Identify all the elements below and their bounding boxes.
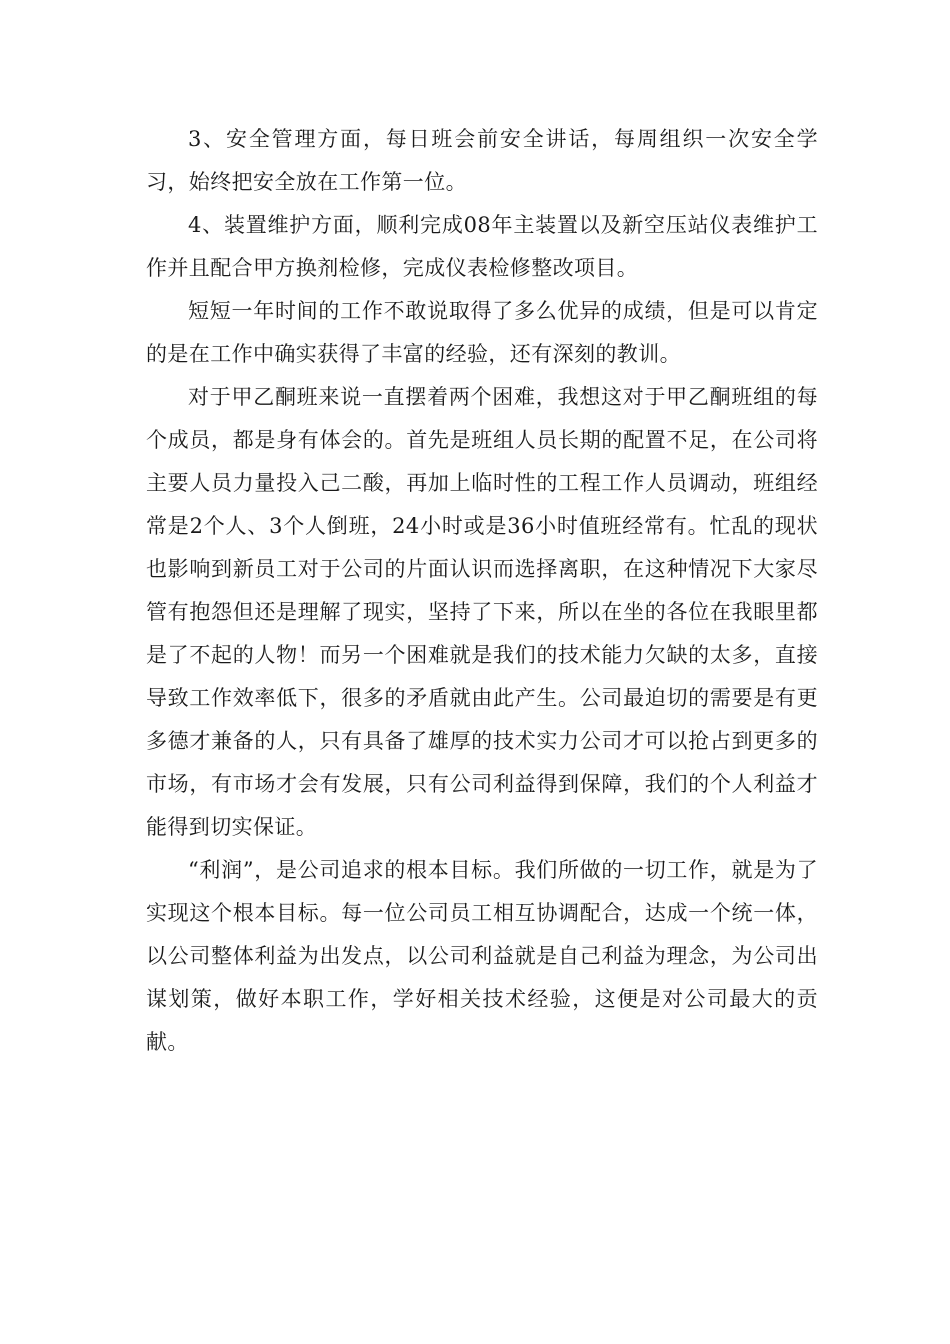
paragraph-profit-goal: “利润”，是公司追求的根本目标。我们所做的一切工作，就是为了实现这个根本目标。每一位公司员工相互协调配合，达成一个统一体，以公司整体利益为出发点，以公司利益就是自己利益为理念，为公司出谋划策，做好本职工作，学好相关技术经验，这便是对公司最大的贡献。 [146,858,818,1054]
paragraph-year-summary: 短短一年时间的工作不敢说取得了多么优异的成绩，但是可以肯定的是在工作中确实获得了丰富的经验，还有深刻的教训。 [146,299,818,366]
paragraph-team-difficulties: 对于甲乙酮班来说一直摆着两个困难，我想这对于甲乙酮班组的每个成员，都是身有体会的。首先是班组人员长期的配置不足，在公司将主要人员力量投入己二酸，再加上临时性的工程工作人员调动，班组经常是2个人、3个人倒班，24小时或是36小时值班经常有。忙乱的现状也影响到新员工对于公司的片面认识而选择离职，在这种情况下大家尽管有抱怨但还是理解了现实，坚持了下来，所以在坐的各位在我眼里都是了不起的人物！而另一个困难就是我们的技术能力欠缺的太多，直接导致工作效率低下，很多的矛盾就由此产生。公司最迫切的需要是有更多德才兼备的人，只有具备了雄厚的技术实力公司才可以抢占到更多的市场，有市场才会有发展，只有公司利益得到保障，我们的个人利益才能得到切实保证。 [146,385,818,839]
paragraph-safety-management: 3、安全管理方面，每日班会前安全讲话，每周组织一次安全学习，始终把安全放在工作第一位。 [146,127,818,194]
document-body [146,118,818,1064]
paragraph-equipment-maintenance: 4、装置维护方面，顺利完成08年主装置以及新空压站仪表维护工作并且配合甲方换剂检修，完成仪表检修整改项目。 [146,213,818,280]
